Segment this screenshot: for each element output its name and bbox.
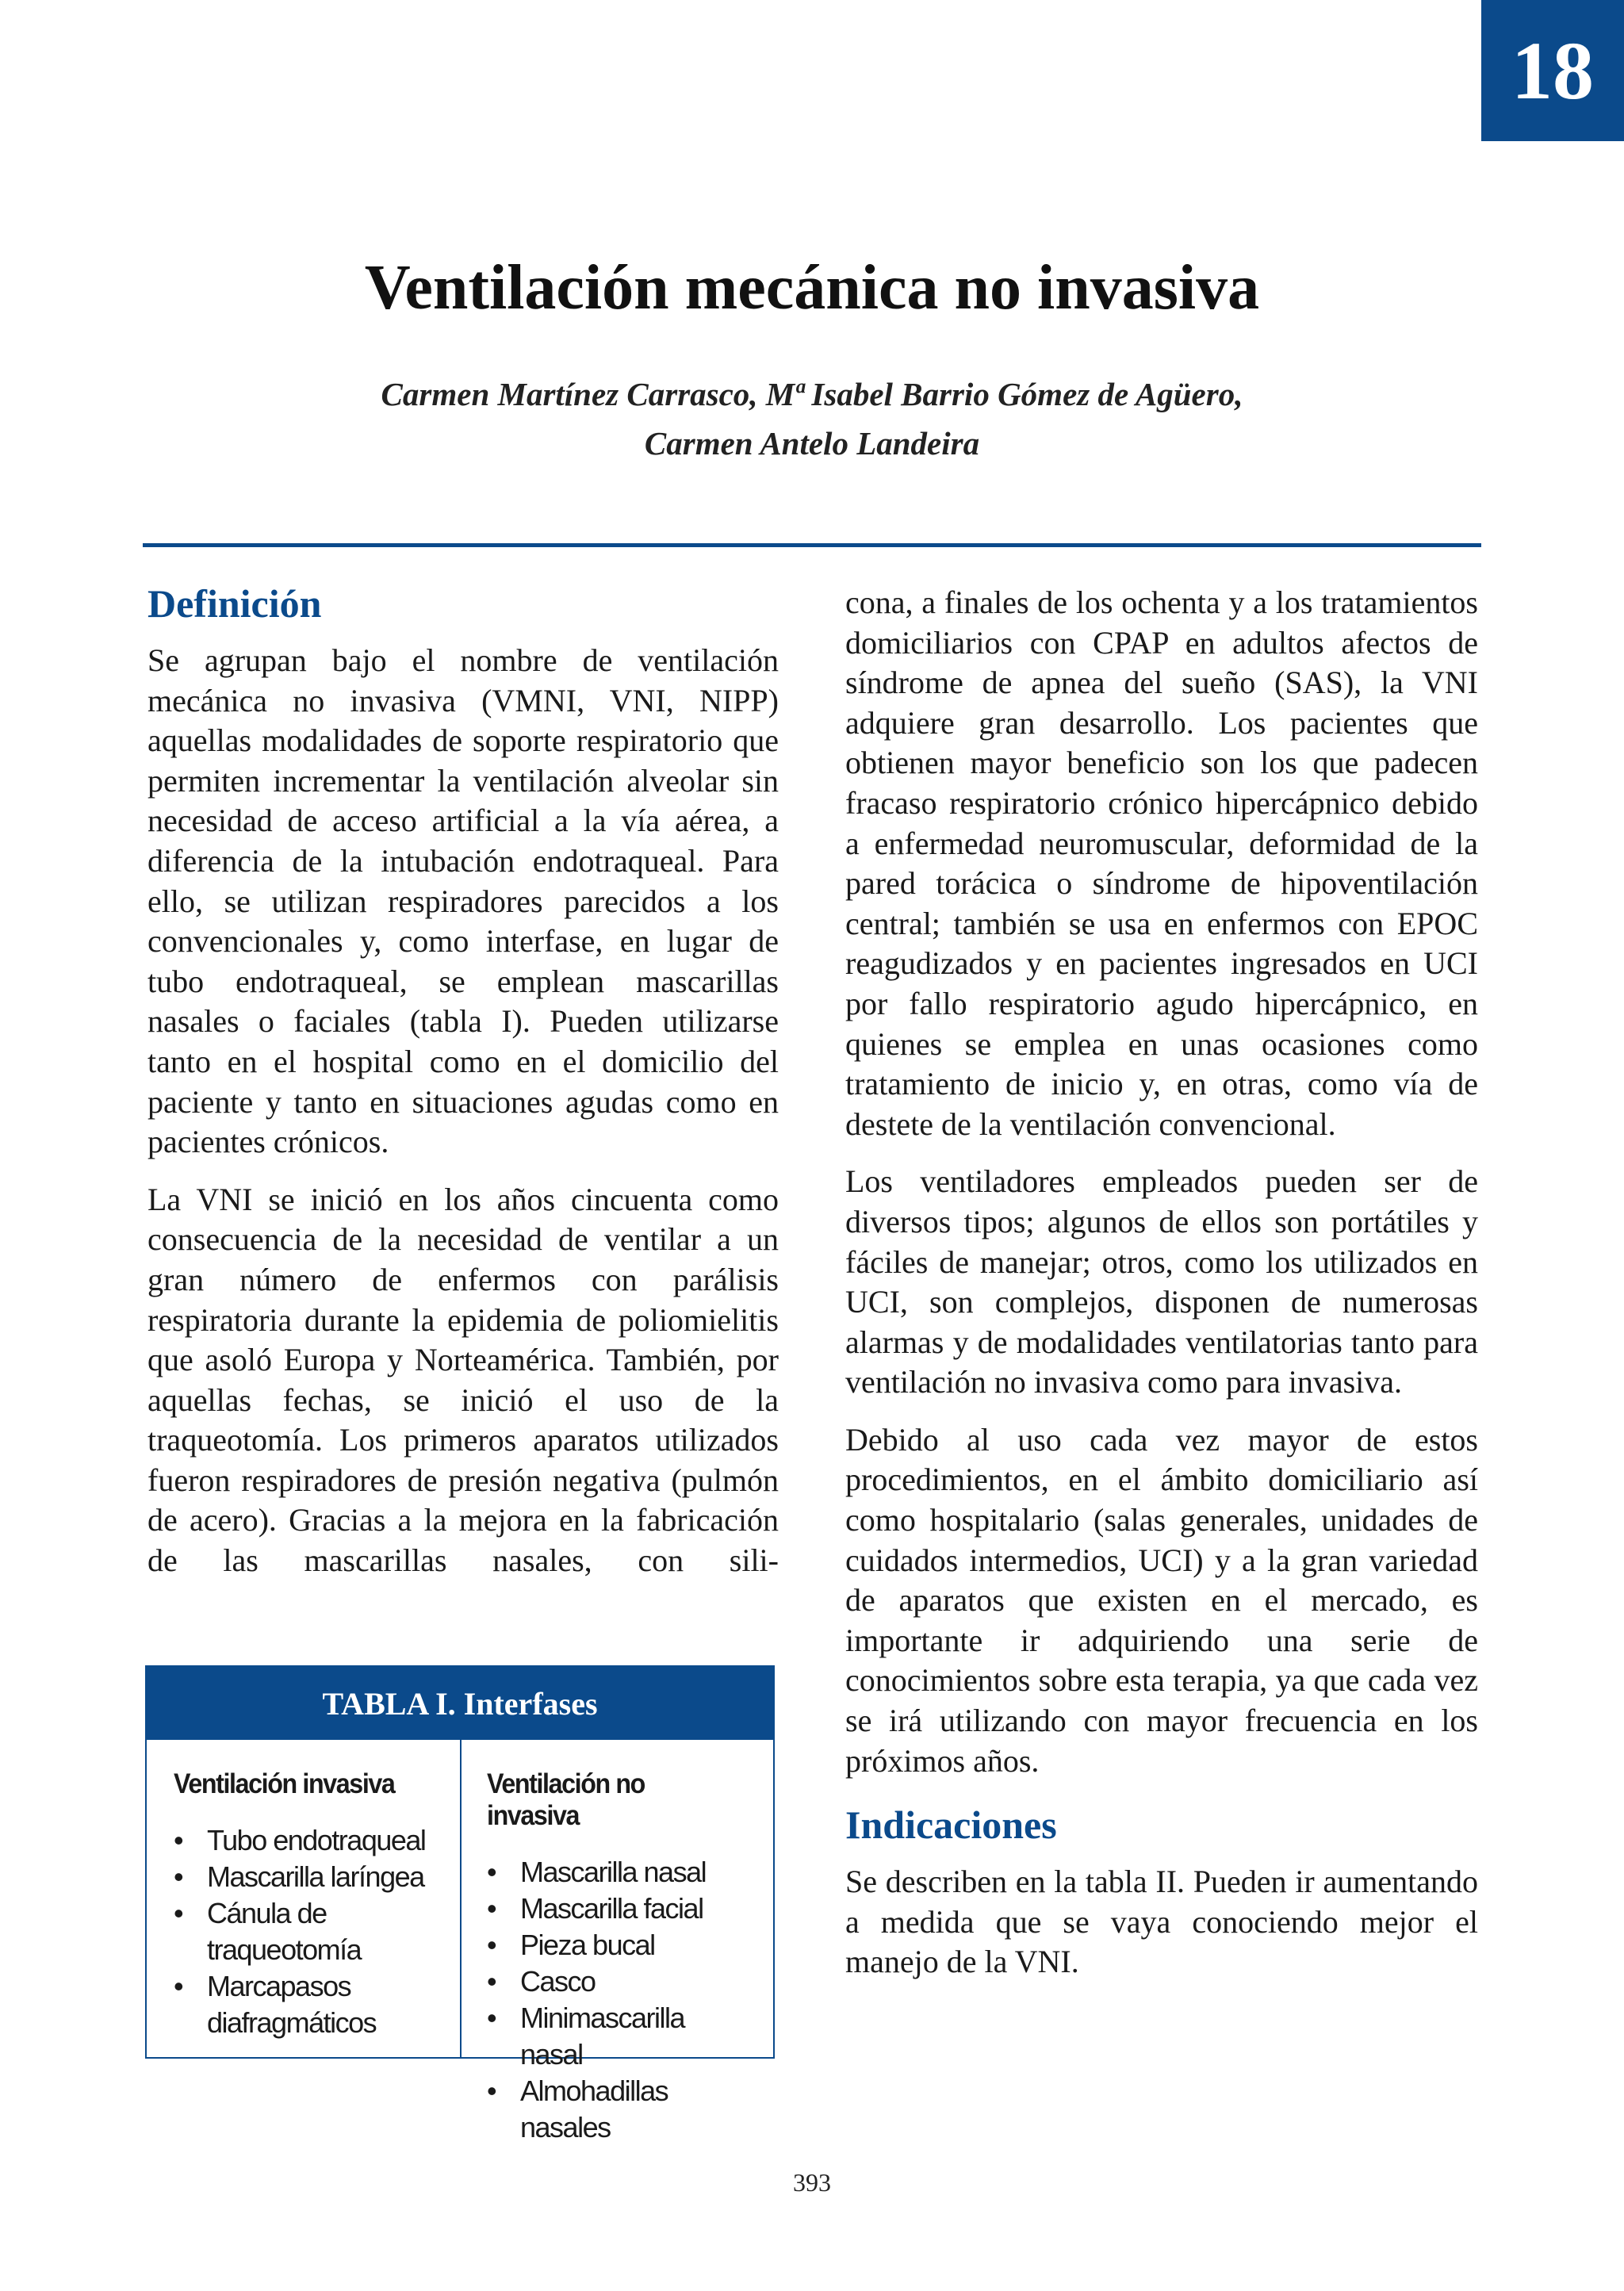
page-title: Ventilación mecánica no invasiva bbox=[364, 253, 1260, 323]
section-heading-indicaciones: Indicaciones bbox=[845, 1803, 1057, 1848]
paragraph: Se describen en la tabla II. Pueden ir aumentando a medida que se vaya conociendo mejor el manejo de la VNI. bbox=[845, 1864, 1478, 1980]
table-list-item bbox=[174, 1859, 436, 1895]
paragraph: cona, a finales de los ochenta y a los tratamientos domiciliarios con CPAP en adultos afectos de síndrome de apnea del sueño (SAS), la VNI adquiere gran desarrollo. Los pacientes que obtienen mayor beneficio son los que padecen fracaso respiratorio crónico hipercápnico debido a enfermedad neuromuscular, deformidad de la pared torácica o síndrome de hipoventilación central; también se usa en enfermos con EPOC reagudizados y en pacientes ingresados en UCI por fallo respiratorio agudo hipercápnico, en quienes se emplea en unas ocasiones como tratamiento de inicio y, en otras, como vía de destete de la ventilación convencional. bbox=[845, 584, 1478, 1142]
table-list-item bbox=[487, 1963, 749, 2000]
table-list-item bbox=[487, 1927, 749, 1963]
table-list-item bbox=[487, 1854, 749, 1891]
page-number: 393 bbox=[793, 2168, 831, 2197]
title-divider bbox=[143, 543, 1481, 547]
paragraph: La VNI se inició en los años cincuenta como consecuencia de la necesidad de ventilar a un gran número de enfermos con parálisis respiratoria durante la epidemia de poliomielitis que asoló Europa y Norteamérica. También, por aquellas fechas, se inició el uso de la traqueotomía. Los primeros aparatos utilizados fueron respiradores de presión negativa (pulmón de acero). Gracias a la mejora en la fabricación de las mascarillas nasales, con sili- bbox=[147, 1181, 779, 1579]
table-list-item bbox=[487, 2000, 749, 2073]
bullet-icon: • bbox=[487, 1965, 496, 1998]
right-column bbox=[845, 583, 1478, 2000]
authors-line-1: Carmen Martínez Carrasco, Mª Isabel Barrio Gómez de Agüero, bbox=[381, 376, 1243, 412]
table-list bbox=[174, 1822, 436, 2041]
table-list-item bbox=[174, 1895, 436, 1968]
table-list-item-text: Almohadillas nasales bbox=[520, 2075, 668, 2144]
table-list-item-text: Cánula de traqueotomía bbox=[207, 1897, 362, 1966]
bullet-icon: • bbox=[174, 1897, 183, 1929]
section-heading-definicion: Definición bbox=[147, 581, 322, 626]
table-list-item-text: Mascarilla laríngea bbox=[207, 1860, 424, 1893]
chapter-number-badge bbox=[1481, 0, 1624, 141]
paragraph: Debido al uso cada vez mayor de estos procedimientos, en el ámbito domiciliario así como hospitalario (salas generales, unidades de cuidados intermedios, UCI) y a la gran variedad de aparatos que existen en el mercado, es importante ir adquiriendo una serie de conocimientos sobre esta terapia, ya que cada vez se irá utilizando con mayor frecuencia en los próximos años. bbox=[845, 1421, 1478, 1779]
table-column-header: Ventilación invasiva bbox=[174, 1768, 395, 1799]
table-interfases bbox=[145, 1665, 775, 2144]
table-list-item bbox=[174, 1968, 436, 2041]
bullet-icon: • bbox=[174, 1970, 183, 2002]
bullet-icon: • bbox=[487, 1929, 496, 1961]
bullet-icon: • bbox=[487, 1892, 496, 1925]
table-list bbox=[487, 1854, 749, 2146]
table-list-item bbox=[487, 1891, 749, 1927]
bullet-icon: • bbox=[487, 2002, 496, 2034]
bullet-icon: • bbox=[174, 1824, 183, 1856]
table-list-item-text: Minimascarilla nasal bbox=[520, 2002, 685, 2071]
authors bbox=[0, 370, 1624, 468]
table-list-item bbox=[174, 1822, 436, 1859]
table-list-item bbox=[487, 2073, 749, 2146]
table-title: TABLA I. Interfases bbox=[147, 1667, 773, 1740]
table-column-invasive bbox=[147, 1740, 460, 2059]
table-list-item-text: Casco bbox=[520, 1965, 596, 1998]
authors-line-2: Carmen Antelo Landeira bbox=[644, 425, 980, 462]
chapter-number: 18 bbox=[1511, 25, 1594, 117]
table-body bbox=[147, 1740, 773, 2144]
paragraph: Se agrupan bajo el nombre de ventilación mecánica no invasiva (VMNI, VNI, NIPP) aquellas modalidades de soporte respiratorio que permiten incrementar la ventilación alveolar sin necesidad de acceso artificial a la vía aérea, a diferencia de la intubación endotraqueal. Para ello, se utilizan respiradores parecidos a los convencionales y, como interfase, en lugar de tubo endotraqueal, se emplean mascarillas nasales o faciales (tabla I). Pueden utilizarse tanto en el hospital como en el domicilio del paciente y tanto en situaciones agudas como en pacientes crónicos. bbox=[147, 642, 779, 1160]
bullet-icon: • bbox=[487, 1856, 496, 1888]
table-list-item-text: Marcapasos diafragmáticos bbox=[207, 1970, 377, 2039]
left-column bbox=[147, 577, 779, 1599]
table-list-item-text: Mascarilla nasal bbox=[520, 1856, 707, 1888]
table-list-item-text: Mascarilla facial bbox=[520, 1892, 703, 1925]
table-list-item-text: Pieza bucal bbox=[520, 1929, 655, 1961]
table-column-header: Ventilación no invasiva bbox=[487, 1768, 645, 1831]
table-list-item-text: Tubo endotraqueal bbox=[207, 1824, 426, 1856]
bullet-icon: • bbox=[487, 2075, 496, 2107]
paragraph: Los ventiladores empleados pueden ser de diversos tipos; algunos de ellos son portátiles y fáciles de manejar; otros, como los utilizados en UCI, son complejos, disponen de numerosas alarmas y de modalidades ventilatorias tanto para ventilación no invasiva como para invasiva. bbox=[845, 1163, 1478, 1400]
table-column-noninvasive bbox=[460, 1740, 773, 2144]
bullet-icon: • bbox=[174, 1860, 183, 1893]
